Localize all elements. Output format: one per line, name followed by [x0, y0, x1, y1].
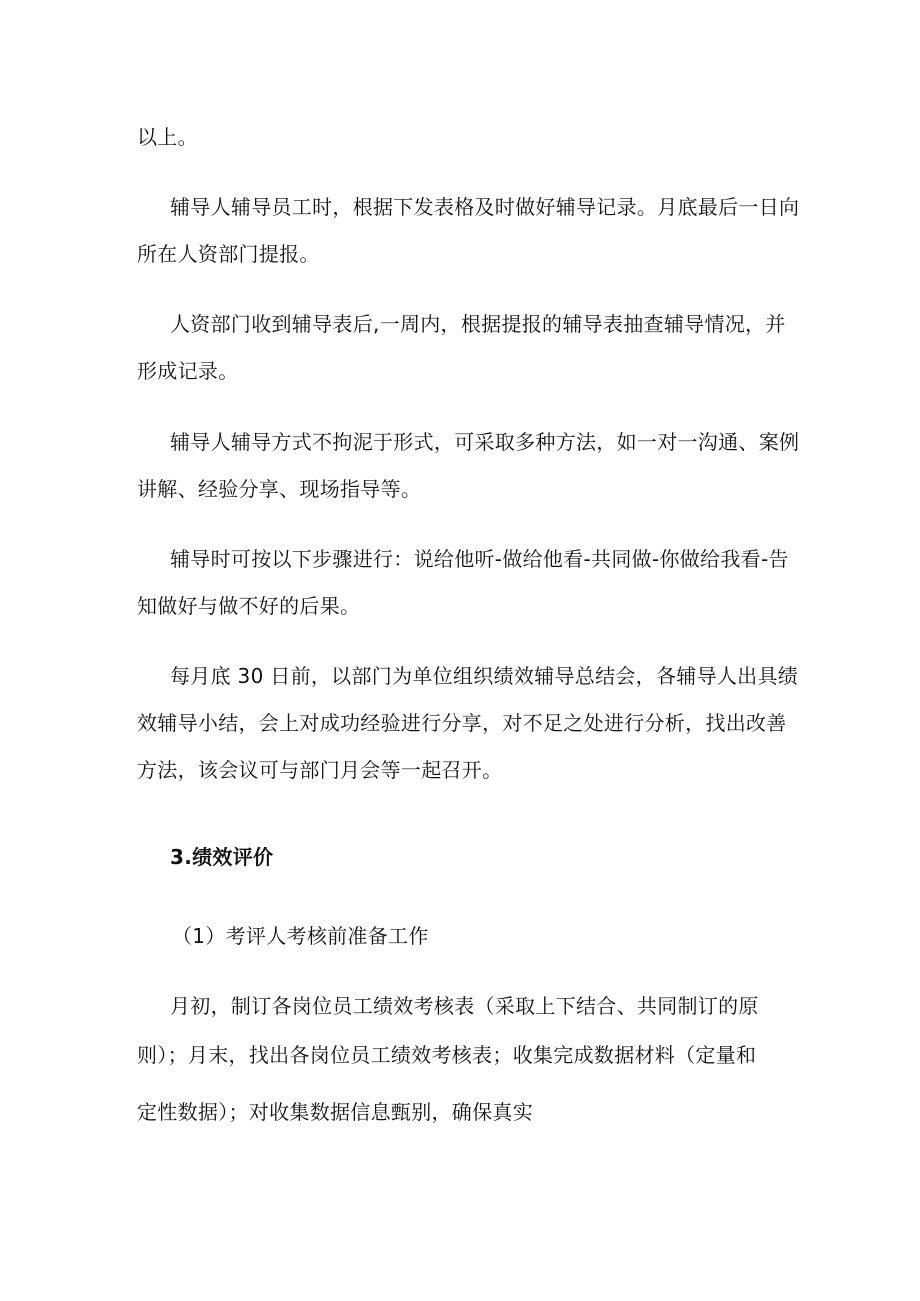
- text-line: 辅导人辅导方式不拘泥于形式，可采取多种方法，如一对一沟通、案例: [170, 430, 800, 454]
- text-line: 则）；月末，找出各岗位员工绩效考核表；收集完成数据材料（定量和: [137, 1043, 757, 1067]
- text-line: 定性数据）；对收集数据信息甄别，确保真实: [137, 1100, 533, 1124]
- text-line: 人资部门收到辅导表后,一周内，根据提报的辅导表抽查辅导情况，并: [170, 312, 786, 336]
- text-line: 月初，制订各岗位员工绩效考核表（采取上下结合、共同制订的原: [170, 994, 759, 1018]
- text-line: 辅导时可按以下步骤进行：说给他听-做给他看-共同做-你做给我看-告: [170, 547, 789, 571]
- text-line: 所在人资部门提报。: [137, 242, 320, 266]
- text-line: 形成记录。: [137, 359, 239, 383]
- text-line: 以上。: [137, 125, 198, 149]
- section-heading: 3.绩效评价: [170, 845, 274, 869]
- text-line: 效辅导小结，会上对成功经验进行分享，对不足之处进行分析，找出改善: [137, 711, 787, 735]
- text-line: 讲解、经验分享、现场指导等。: [137, 477, 422, 501]
- text-line: 方法，该会议可与部门月会等一起召开。: [137, 758, 503, 782]
- text-line: 知做好与做不好的后果。: [137, 594, 361, 618]
- text-line: 每月底 30 日前，以部门为单位组织绩效辅导总结会，各辅导人出具绩: [170, 664, 799, 688]
- text-line: 辅导人辅导员工时，根据下发表格及时做好辅导记录。月底最后一日向: [170, 195, 800, 219]
- subsection-heading: （1）考评人考核前准备工作: [172, 924, 429, 948]
